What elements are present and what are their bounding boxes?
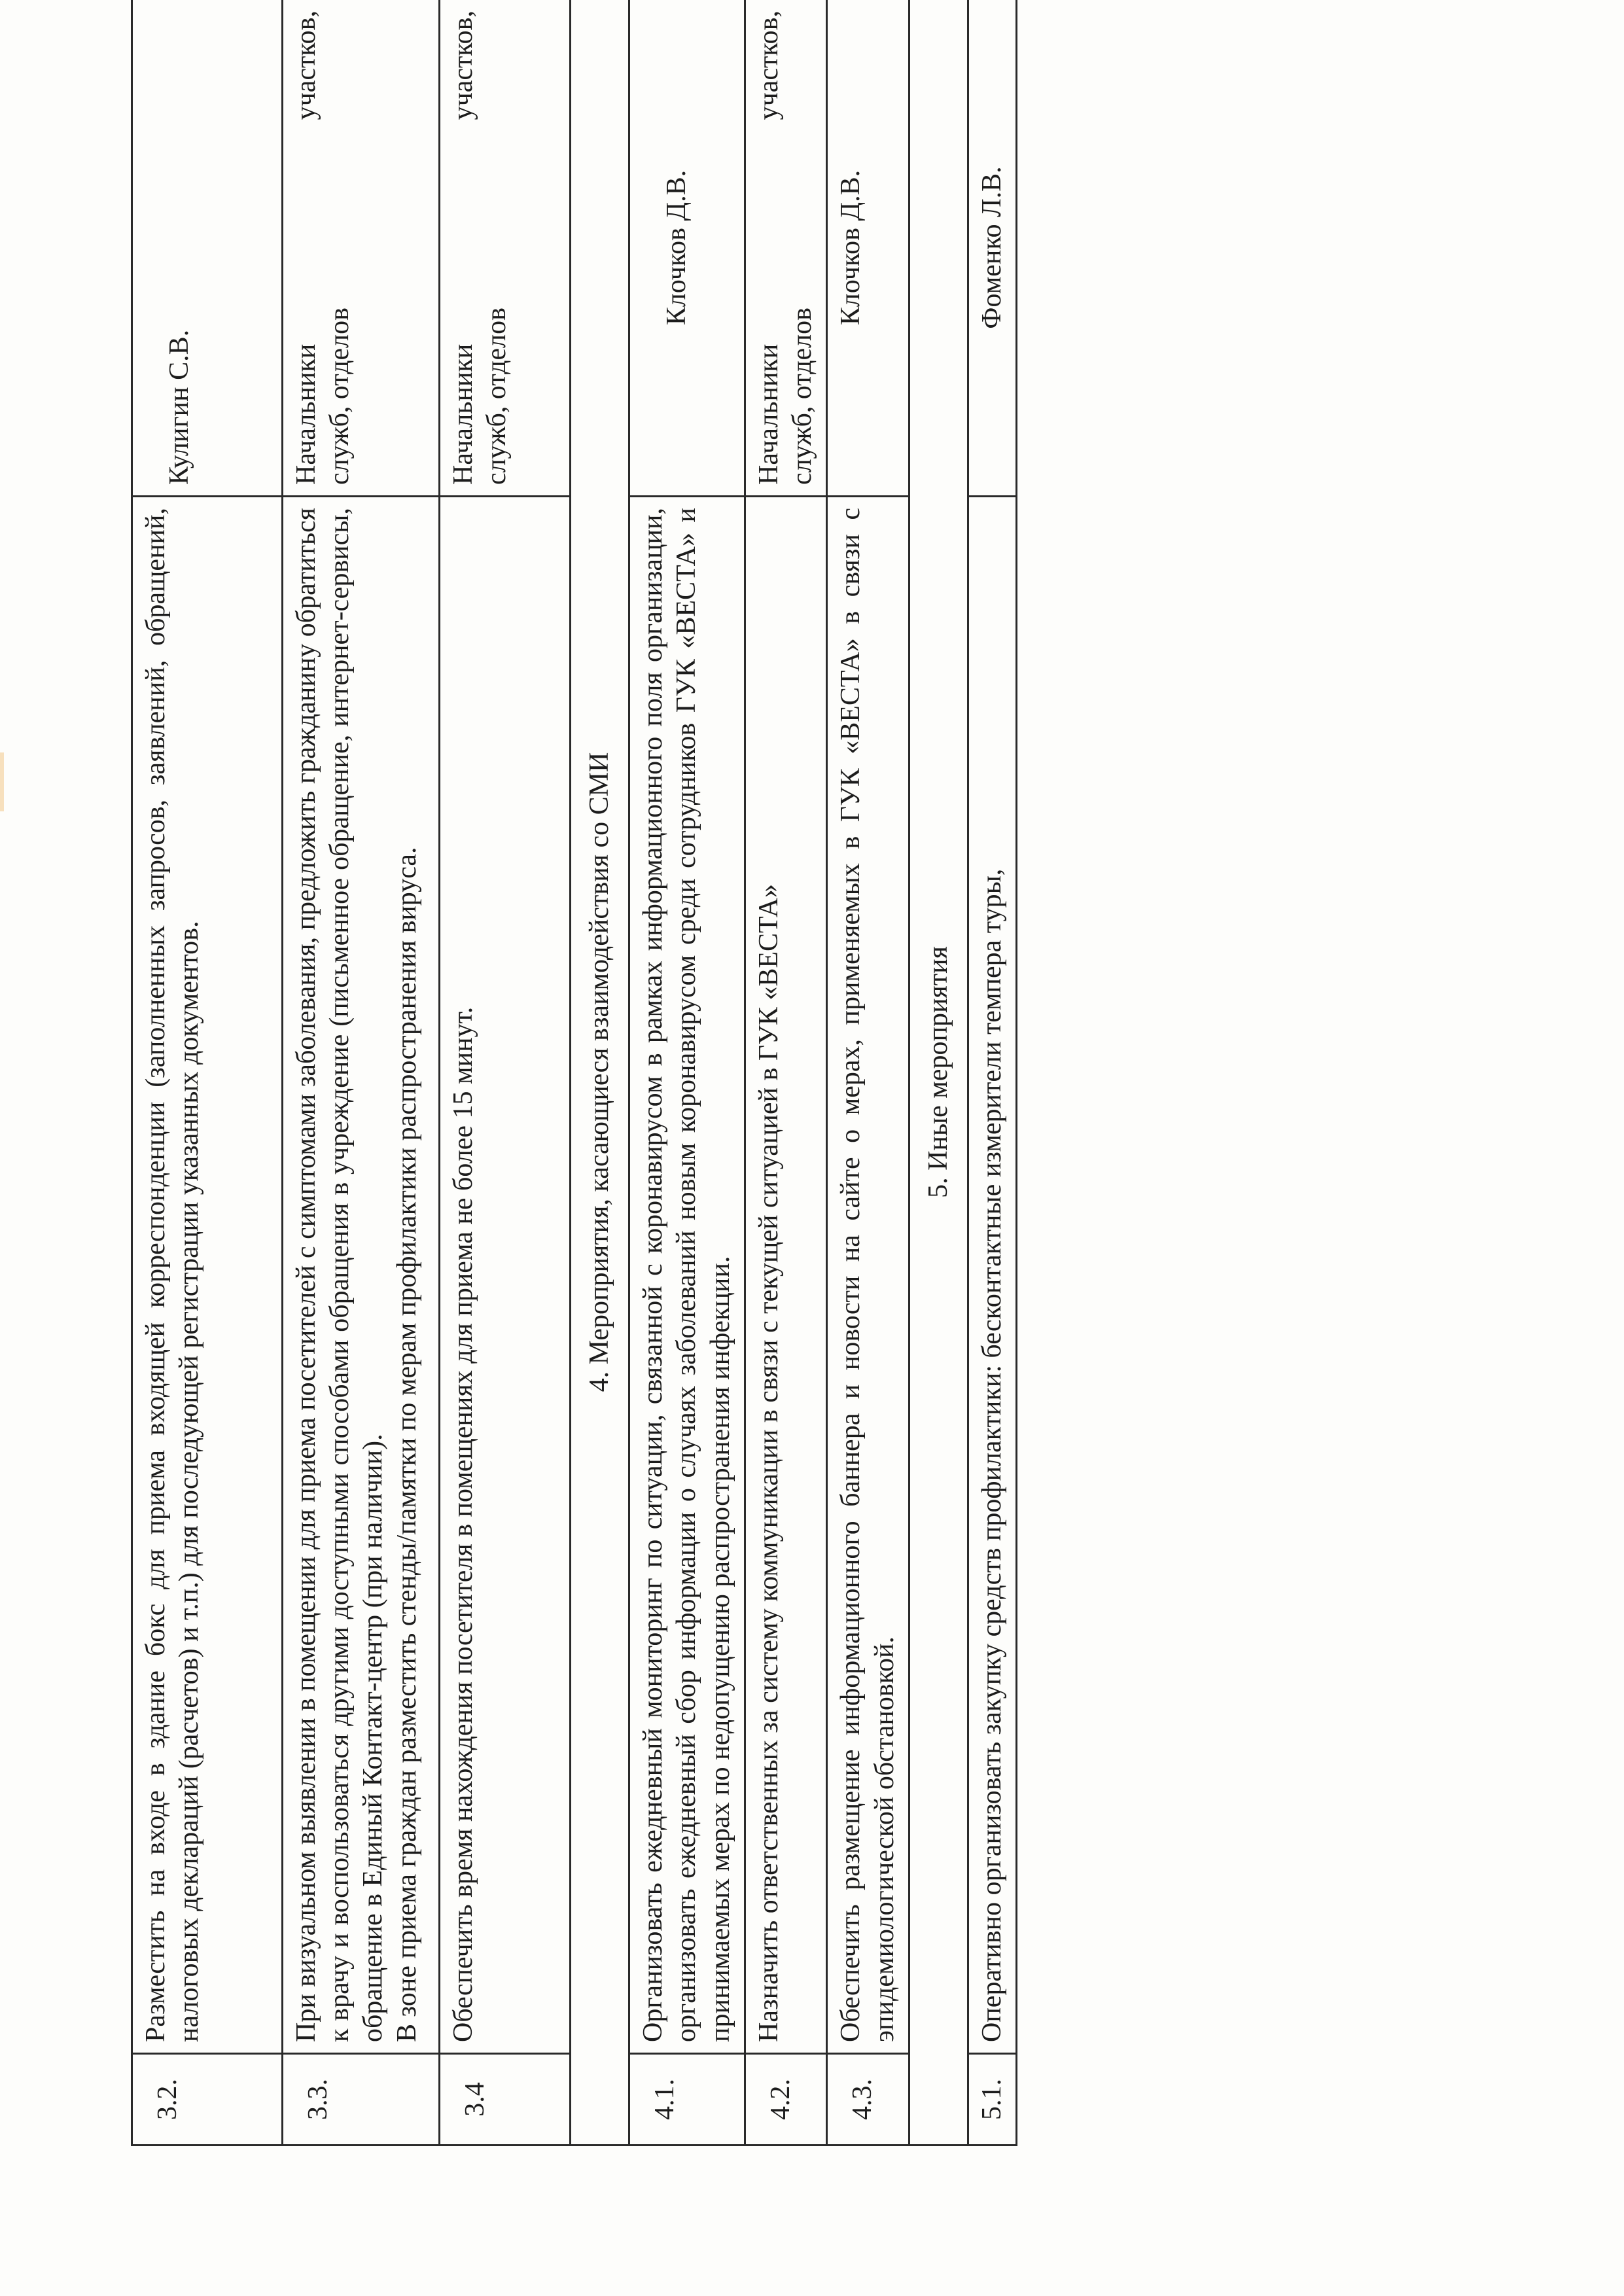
row-number: 3.2.	[132, 2054, 283, 2146]
row-number: 4.2.	[745, 2054, 826, 2146]
responsible-name: Фоменко Л.В.	[977, 166, 1008, 329]
row-number: 4.3.	[827, 2054, 909, 2146]
responsible-name: Начальники	[448, 344, 478, 485]
section-title: 4. Мероприятия, касающиеся взаимодействия со СМИ	[571, 0, 629, 2146]
measure-text: Оперативно организовать закупку средств профилактики: бесконтактные измерители темпера туры,	[968, 497, 1017, 2054]
responsible-person	[745, 0, 826, 497]
responsible-name: Клочков Д.В.	[662, 169, 692, 326]
scan-artifact	[0, 752, 4, 811]
table-row	[440, 0, 571, 2146]
responsible-name: Начальники	[753, 344, 784, 485]
row-number: 5.1.	[968, 2054, 1017, 2146]
section-header-row	[909, 0, 968, 2146]
responsible-name: служб, отделов	[787, 308, 818, 485]
responsible-person	[827, 0, 909, 497]
document-page	[131, 0, 1400, 2146]
section-title: 5. Иные мероприятия	[909, 0, 968, 2146]
responsible-person	[629, 0, 745, 497]
table-row	[968, 0, 1017, 2146]
responsible-person	[440, 0, 571, 497]
measure-text: Организовать ежедневный мониторинг по ситуации, связанной с коронавирусом в рамках информационного поля организации, организовать ежедневный сбор информации о случаях заболеваний новым коронавирусом среди сотрудников ГУК «ВЕСТА» и принимаемых мерах по недопущению распространения инфекции.	[629, 497, 745, 2054]
table-row	[283, 0, 440, 2146]
measure-text: Обеспечить время нахождения посетителя в помещениях для приема не более 15 минут.	[440, 497, 571, 2054]
row-number: 3.3.	[283, 2054, 440, 2146]
responsible-person	[132, 0, 283, 497]
measure-text: Обеспечить размещение информационного баннера и новости на сайте о мерах, применяемых в ГУК «ВЕСТА» в связи с эпидемиологической обстановкой.	[827, 497, 909, 2054]
responsible-name: служб, отделов	[482, 308, 512, 485]
responsible-name: Кулигин С.В.	[164, 329, 194, 485]
responsible-person	[968, 0, 1017, 497]
measure-text: Разместить на входе в здание бокс для приема входящей корреспонденции (заполненных запросов, заявлений, обращений, налоговых деклараций (расчетов) и т.п.) для последующей регистрации указанных документов.	[132, 497, 283, 2054]
responsible-name: Начальники	[291, 344, 321, 485]
responsible-name: участков,	[753, 10, 784, 120]
measure-text-part: В зоне приема граждан разместить стенды/памятки по мерам профилактики распространения вируса.	[391, 847, 422, 2042]
measure-text: Назначить ответственных за систему коммуникации в связи с текущей ситуацией в ГУК «ВЕСТА»	[745, 497, 826, 2054]
responsible-name: участков,	[291, 10, 321, 120]
table-row	[629, 0, 745, 2146]
row-number: 3.4	[440, 2054, 571, 2146]
responsible-name: Клочков Д.В.	[836, 169, 866, 326]
responsible-name: участков,	[448, 10, 478, 120]
measures-table	[131, 0, 1017, 2146]
responsible-name: служб, отделов	[325, 308, 355, 485]
measure-text	[283, 497, 440, 2054]
table-row	[745, 0, 826, 2146]
responsible-person	[283, 0, 440, 497]
measure-text-part: При визуальном выявлении в помещении для приема посетителей с симптомами заболевания, предложить гражданину обратиться к врачу и воспользоваться другими доступными способами обращения в учреждение (письменное обращение, интернет-сервисы, обращение в Единый Контакт-центр (при наличии).	[291, 508, 389, 2042]
table-row	[132, 0, 283, 2146]
table-row	[827, 0, 909, 2146]
row-number: 4.1.	[629, 2054, 745, 2146]
section-header-row	[571, 0, 629, 2146]
